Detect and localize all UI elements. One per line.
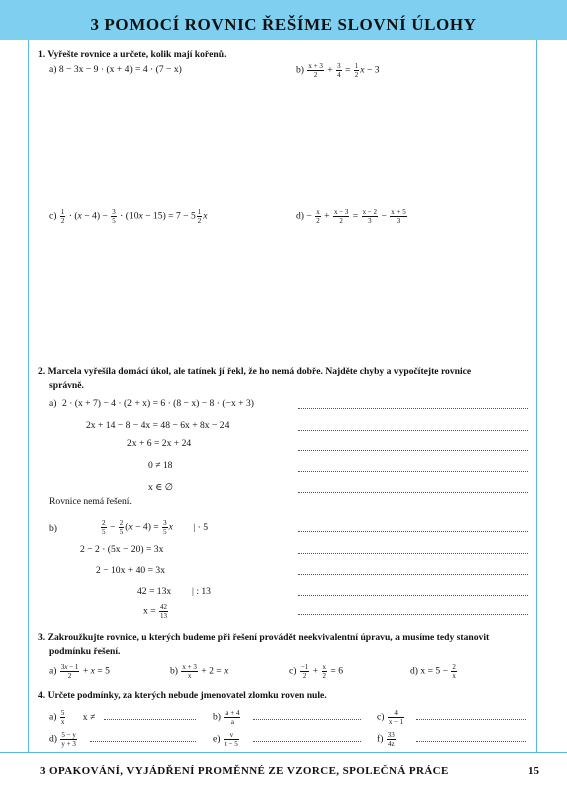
task2-heading: 2. Marcela vyřešila domácí úkol, ale tatínek jí řekl, že ho nemá dobře. Najděte chyby a vypočítejte rovnice [38, 366, 472, 377]
task1-c: c) $\frac{1}{2}$ · (x − 4) − $\frac{3}{5}$ · (10x − 15) = 7 − 5 $\frac{1}{2}$ x [49, 208, 208, 225]
answer-line[interactable] [298, 450, 528, 451]
task2-a-line4: 0 ≠ 18 [148, 460, 173, 471]
answer-line[interactable] [298, 574, 528, 575]
footer-text: 3 OPAKOVÁNÍ, VYJÁDŘENÍ PROMĚNNÉ ZE VZORCE, SPOLEČNÁ PRÁCE [40, 765, 449, 777]
answer-line[interactable] [298, 492, 528, 493]
answer-line[interactable] [416, 741, 526, 742]
task1-d: d) − $\frac{x}{2}$ + $\frac{x - 3}{2}$ = $\frac{x - 2}{3}$ − $\frac{x + 5}{3}$ [296, 208, 406, 225]
page-number: 15 [528, 765, 539, 777]
answer-line[interactable] [104, 719, 196, 720]
task2-a-line5: x ∈ ∅ [148, 482, 174, 493]
task1-b: b) $\frac{x + 3}{2}$ + $\frac{3}{4}$ = $\frac{1}{2}$ x − 3 [296, 62, 380, 79]
task2-a-line2: 2x + 14 − 8 − 4x = 48 − 6x + 8x − 24 [86, 420, 230, 431]
answer-line[interactable] [298, 430, 528, 431]
task3-heading-cont: podmínku řešení. [49, 646, 121, 657]
task4-e: e) $\frac{v}{t - 5}$ [213, 731, 238, 748]
task1-a: a) 8 − 3x − 9 · (x + 4) = 4 · (7 − x) [49, 64, 182, 75]
answer-line[interactable] [298, 614, 528, 615]
task2-heading-cont: správně. [49, 380, 84, 391]
task2-a-line3: 2x + 6 = 2x + 24 [127, 438, 192, 449]
task3-heading: 3. Zakroužkujte rovnice, u kterých budeme při řešení provádět neekvivalentní úpravu, a musíme tedy stanovit [38, 632, 490, 643]
task3-a[interactable]: a) $\frac{3x - 1}{2}$ + x = 5 [49, 663, 110, 680]
answer-line[interactable] [298, 595, 528, 596]
answer-line[interactable] [253, 741, 361, 742]
answer-line[interactable] [298, 531, 528, 532]
task4-a: a) $\frac{5}{x}$ x ≠ [49, 709, 96, 726]
task3-c[interactable]: c) $\frac{-1}{2}$ + $\frac{x}{2}$ = 6 [289, 663, 344, 680]
task2-b-line3: 2 − 10x + 40 = 3x [96, 565, 165, 576]
task2-a-note: Rovnice nemá řešení. [49, 496, 132, 507]
page-title: 3 POMOCÍ ROVNIC ŘEŠÍME SLOVNÍ ÚLOHY [90, 15, 477, 34]
answer-line[interactable] [298, 553, 528, 554]
task4-heading: 4. Určete podmínky, za kterých nebude jmenovatel zlomku roven nule. [38, 690, 327, 701]
answer-line[interactable] [298, 471, 528, 472]
task4-f: f) $\frac{33}{4z}$ [377, 731, 395, 748]
task2-a-line1: 2 · (x + 7) − 4 · (2 + x) = 6 · (8 − x) − 8 · (−x + 3) [62, 398, 254, 409]
task1-heading: 1. Vyřešte rovnice a určete, kolik mají kořenů. [38, 49, 227, 60]
task2-b-line1: $\frac{2}{5}$ − $\frac{2}{5}$ (x − 4) = $\frac{3}{5}$ x | · 5 [102, 519, 208, 536]
task4-c: c) $\frac{4}{x - 1}$ [377, 709, 404, 726]
answer-line[interactable] [298, 408, 528, 409]
answer-line[interactable] [253, 719, 361, 720]
task4-b: b) $\frac{a + 4}{a}$ [213, 709, 240, 726]
task2-b-op: | : 13 [192, 586, 211, 597]
task4-d: d) $\frac{5 - y}{y + 3}$ [49, 731, 76, 748]
task2-b-line4: 42 = 13x [137, 586, 172, 597]
task3-d[interactable]: d) x = 5 − $\frac{2}{x}$ [410, 663, 456, 680]
task3-b[interactable]: b) $\frac{x + 3}{x}$ + 2 = x [170, 663, 229, 680]
task2-a-label: a) [49, 398, 57, 409]
right-border [536, 40, 537, 752]
answer-line[interactable] [90, 741, 196, 742]
task2-b-label: b) [49, 523, 57, 534]
footer-rule [0, 752, 567, 753]
task2-b-line2: 2 − 2 · (5x − 20) = 3x [80, 544, 164, 555]
answer-line[interactable] [416, 719, 526, 720]
left-border [28, 40, 29, 752]
task2-b-line5: x = $\frac{42}{13}$ [143, 603, 168, 620]
